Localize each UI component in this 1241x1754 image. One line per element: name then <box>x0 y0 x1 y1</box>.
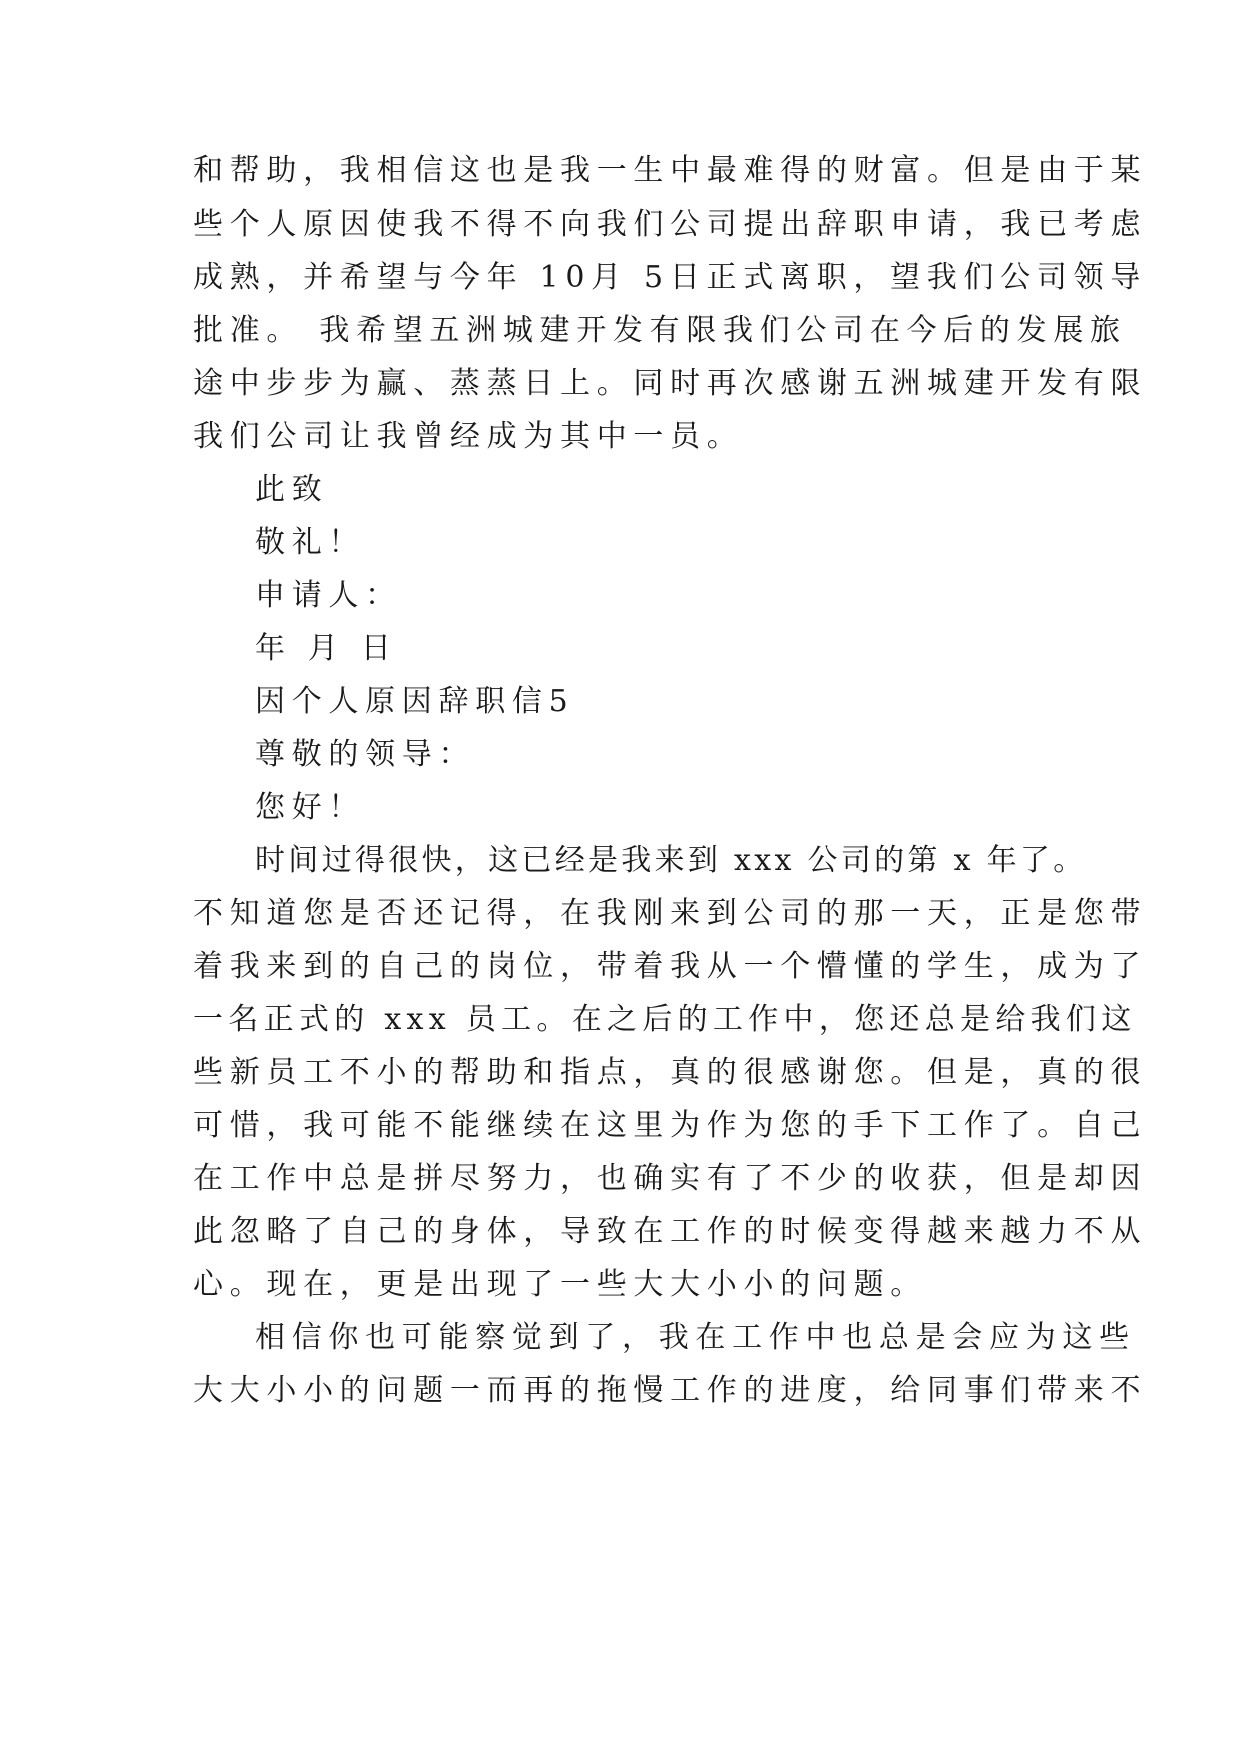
paragraph-line: 相信你也可能察觉到了，我在工作中也总是会应为这些 <box>255 1320 1136 1355</box>
paragraph-line: 心。现在，更是出现了一些大大小小的问题。 <box>193 1267 927 1302</box>
paragraph-line: 些个人原因使我不得不向我们公司提出辞职申请，我已考虑 <box>193 207 1148 242</box>
paragraph-line: 可惜，我可能不能继续在这里为作为您的手下工作了。自己 <box>193 1108 1148 1143</box>
closing-salutation: 此致 <box>255 472 329 507</box>
paragraph-line: 些新员工不小的帮助和指点，真的很感谢您。但是，真的很 <box>193 1055 1148 1090</box>
closing-regards: 敬礼！ <box>255 525 366 560</box>
paragraph-line: 途中步步为赢、蒸蒸日上。同时再次感谢五洲城建开发有限 <box>193 366 1148 401</box>
paragraph-line: 和帮助，我相信这也是我一生中最难得的财富。但是由于某 <box>193 153 1148 188</box>
paragraph-line: 批准。 我希望五洲城建开发有限我们公司在今后的发展旅 <box>193 313 1127 348</box>
paragraph-line: 一名正式的 xxx 员工。在之后的工作中，您还总是给我们这 <box>193 1002 1137 1037</box>
letter-title: 因个人原因辞职信5 <box>255 684 575 719</box>
date-line: 年 月 日 <box>255 631 398 666</box>
paragraph-line: 时间过得很快，这已经是我来到 xxx 公司的第 x 年了。 <box>255 843 1087 878</box>
paragraph-line: 成熟，并希望与今年 10月 5日正式离职，望我们公司领导 <box>193 260 1147 295</box>
paragraph-line: 我们公司让我曾经成为其中一员。 <box>193 419 744 454</box>
paragraph-line: 在工作中总是拼尽努力，也确实有了不少的收获，但是却因 <box>193 1161 1148 1196</box>
paragraph-line: 此忽略了自己的身体，导致在工作的时候变得越来越力不从 <box>193 1214 1148 1249</box>
greeting: 您好！ <box>255 790 366 825</box>
greeting-recipient: 尊敬的领导： <box>255 737 476 772</box>
applicant-label: 申请人： <box>255 578 402 613</box>
paragraph-line: 不知道您是否还记得，在我刚来到公司的那一天，正是您带 <box>193 896 1148 931</box>
paragraph-line: 大大小小的问题一而再的拖慢工作的进度，给同事们带来不 <box>193 1373 1148 1408</box>
paragraph-line: 着我来到的自己的岗位，带着我从一个懵懂的学生，成为了 <box>193 949 1148 984</box>
